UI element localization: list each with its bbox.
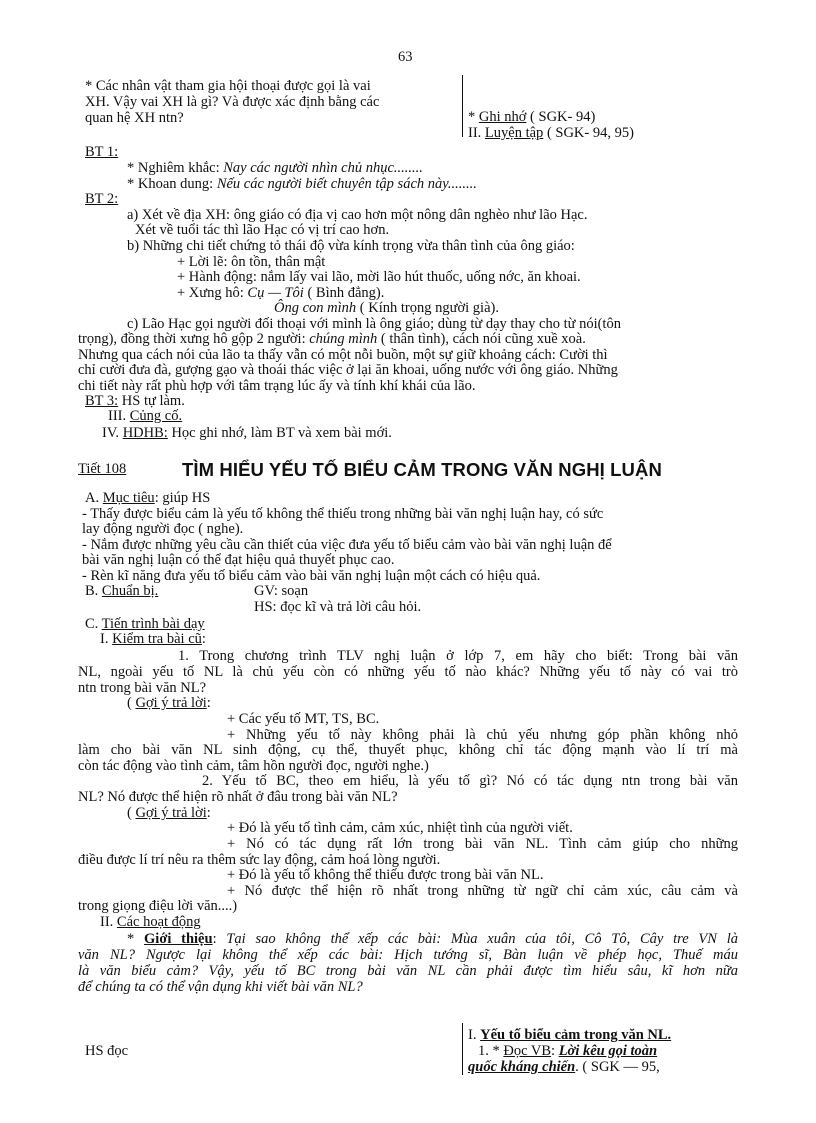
luyen-tap-num: II. <box>468 125 485 141</box>
chuan-bi-num: B. <box>85 583 102 599</box>
bt2-b-line-5 <box>274 300 499 316</box>
bt1-line-1 <box>127 160 423 176</box>
doc-vb-ref: . ( SGK — 95, <box>575 1059 660 1075</box>
bt2-b-line-1: b) Những chi tiết chứng tỏ thái độ vừa kính trọng vừa thân tình của ông giáo: <box>127 238 575 254</box>
hdhb-text: Học ghi nhớ, làm BT và xem bài mới. <box>167 425 392 441</box>
lesson-number: Tiết 108 <box>78 461 127 477</box>
bt2-c-line-2 <box>78 331 586 347</box>
muc-tieu-2-line-2: bài văn nghị luận có thể đạt hiệu quả thuyết phục cao. <box>82 552 395 568</box>
answer-2-line-2: + Nó có tác dụng rất lớn trong bài văn NL. Tình cảm giúp cho những <box>227 836 738 852</box>
gioi-thieu-star: * <box>127 931 145 947</box>
doc-vb-title-1: Lời kêu gọi toàn <box>558 1043 658 1059</box>
bt2-c-line-4: chỉ cười đưa đà, gượng gạo và thoái thác việc ở lại ăn khoai, uống nước với ông giáo. Những <box>78 362 618 378</box>
chuan-bi-hs: HS: đọc kĩ và trả lời câu hỏi. <box>254 599 422 615</box>
muc-tieu-2-line-1: - Nắm được những yêu cầu cần thiết của việc đưa yếu tố biểu cảm vào bài văn nghị luận để <box>82 537 612 553</box>
bt2-c-line-5: chi tiết này rất phù hợp với tâm trạng lúc ấy và tính khí khái của lão. <box>78 378 476 394</box>
bt2-c-line-1: c) Lão Hạc gọi người đối thoại với mình là ông giáo; dùng từ dạy thay cho từ nói(tôn <box>127 316 621 332</box>
gioi-thieu-line-3: là văn biểu cảm? Vậy, yếu tố BC trong bài văn NL cần phải được tìm hiểu sâu, kĩ hơn nữa <box>78 963 738 979</box>
kiem-tra-num: I. <box>100 631 113 647</box>
goi-y-2-label: Gợi ý trả lời <box>135 805 207 821</box>
bt1-label: BT 1: <box>85 144 119 160</box>
doc-vb-prefix: 1. * <box>478 1043 504 1059</box>
cung-co-label: Củng cố. <box>129 408 183 424</box>
hoat-dong-heading <box>100 914 201 930</box>
chuan-bi-gv: GV: soạn <box>254 583 309 599</box>
luyen-tap-ref: ( SGK- 94, 95) <box>543 125 634 141</box>
bt2-a-line-2: Xét về tuổi tác thì lão Hạc có vị trí cao hơn. <box>135 222 390 238</box>
bt2-c2-quote: chúng mình <box>309 331 378 347</box>
doc-vb-colon: : <box>551 1043 559 1059</box>
hdhb-num: IV. <box>102 425 123 441</box>
answer-2-line-5: + Nó được thể hiện rõ nhất trong những từ ngữ chỉ cảm xúc, câu cảm và <box>227 883 738 899</box>
tien-trinh-label: Tiến trình bài dạy <box>101 616 205 632</box>
yeu-to-label: Yếu tố biểu cảm trong văn NL. <box>480 1027 672 1043</box>
question-1-line-2: NL, ngoài yếu tố NL là chủ yếu còn có những yếu tố nào khác? Những yếu tố này có vai trò <box>78 664 738 680</box>
gioi-thieu-line-4: để chúng ta có thể vận dụng khi viết bài văn NL? <box>78 979 363 995</box>
kiem-tra-heading <box>100 631 206 647</box>
yeu-to-num: I. <box>468 1027 481 1043</box>
muc-tieu-1-line-2: lay động người đọc ( nghe). <box>82 521 244 537</box>
lesson-title: TÌM HIỂU YẾU TỐ BIỂU CẢM TRONG VĂN NGHỊ LUẬN <box>182 459 662 480</box>
yeu-to-heading <box>468 1027 671 1043</box>
bt2-b-line-3: + Hành động: nắm lấy vai lão, mời lão hút thuốc, uống nớc, ăn khoai. <box>177 269 581 285</box>
answer-1-line-3: làm cho bài văn NL sinh động, cụ thể, thuyết phục, không chỉ tác động mạnh vào lí trí mà <box>78 742 738 758</box>
goi-y-2-heading <box>127 805 211 821</box>
hoat-dong-label: Các hoạt động <box>116 914 201 930</box>
answer-2-line-6: trong giọng điệu lời văn....) <box>78 898 238 914</box>
bt1-l1-quote: Nay các người nhìn chủ nhục........ <box>223 160 423 176</box>
bt3-label: BT 3: <box>85 393 119 409</box>
gioi-thieu-label: Giới thiệu <box>144 931 213 947</box>
bt2-b4-quote: Cụ — Tôi <box>247 285 304 301</box>
doc-vb-line-1 <box>478 1043 657 1059</box>
gioi-thieu-text-1: Tại sao không thể xếp các bài: Mùa xuân của tôi, Cô Tô, Cây tre VN là <box>226 931 738 947</box>
chuan-bi-heading <box>85 583 158 599</box>
bt3-text: HS tự làm. <box>118 393 185 409</box>
hdhb-label: HDHB: <box>122 425 168 441</box>
bt2-b4-prefix: + Xưng hô: <box>177 285 248 301</box>
kiem-tra-colon: : <box>201 631 206 647</box>
question-line-2: XH. Vậy vai XH là gì? Và được xác định bằng các <box>85 94 380 110</box>
luyen-tap-label: Luyện tập <box>484 125 544 141</box>
bt2-label: BT 2: <box>85 191 119 207</box>
bt2-c2-prefix: trọng), đồng thời xưng hô gộp 2 người: <box>78 331 310 347</box>
answer-1-line-2: + Những yếu tố này không phải là chủ yếu nhưng góp phần không nhỏ <box>227 727 738 743</box>
question-2-line-1: 2. Yếu tố BC, theo em hiểu, là yếu tố gì? Nó có tác dụng ntn trong bài văn <box>202 773 738 789</box>
muc-tieu-label: Mục tiêu <box>102 490 155 506</box>
column-divider-top <box>462 75 463 137</box>
kiem-tra-label: Kiểm tra bài cũ <box>112 631 202 647</box>
hs-doc: HS đọc <box>85 1043 129 1059</box>
tien-trinh-num: C. <box>85 616 102 632</box>
bt2-a-line-1: a) Xét về địa XH: ông giáo có địa vị cao hơn một nông dân nghèo như lão Hạc. <box>127 207 588 223</box>
doc-vb-line-2 <box>468 1059 660 1075</box>
hdhb-line <box>102 425 392 441</box>
answer-2-line-3: điều được lí trí nêu ra thêm sức lay động, cảm hoá lòng người. <box>78 852 441 868</box>
bt2-b4-rest: ( Bình đẳng). <box>303 285 385 301</box>
ghi-nho-star: * <box>468 109 479 125</box>
goi-y-2-open: ( <box>127 805 136 821</box>
bt1-line-2 <box>127 176 477 192</box>
ghi-nho-ref: ( SGK- 94) <box>526 109 596 125</box>
bt3-line <box>85 393 185 409</box>
cung-co-num: III. <box>108 408 130 424</box>
bt2-b-line-2: + Lời lẽ: ôn tồn, thân mật <box>177 254 326 270</box>
bt2-b5-quote: Ông con mình <box>274 300 357 316</box>
ghi-nho-line <box>468 109 595 125</box>
bt1-l1-prefix: * Nghiêm khắc: <box>127 160 224 176</box>
question-line-1: * Các nhân vật tham gia hội thoại được gọi là vai <box>85 78 371 94</box>
page-number: 63 <box>398 49 413 65</box>
chuan-bi-label: Chuẩn bị. <box>101 583 159 599</box>
bt2-c-line-3: Nhưng qua cách nói của lão ta thấy vẫn có một nỗi buồn, một sự giữ khoảng cách: Cười thì <box>78 347 608 363</box>
ghi-nho-label: Ghi nhớ <box>478 109 527 125</box>
gioi-thieu-line-1 <box>127 931 738 947</box>
muc-tieu-3: - Rèn kĩ năng đưa yếu tố biểu cảm vào bài văn nghị luận một cách có hiệu quả. <box>82 568 541 584</box>
question-2-line-2: NL? Nó được thể hiện rõ nhất ở đâu trong bài văn NL? <box>78 789 398 805</box>
bt1-l2-quote: Nếu các người biết chuyên tập sách này........ <box>216 176 477 192</box>
gioi-thieu-line-2: văn NL? Ngược lại không thể xếp các bài: Hịch tướng sĩ, Bàn luận về phép học, Thuế máu <box>78 947 738 963</box>
question-line-3: quan hệ XH ntn? <box>85 110 184 126</box>
bt2-b-line-4 <box>177 285 384 301</box>
muc-tieu-rest: : giúp HS <box>154 490 211 506</box>
muc-tieu-heading <box>85 490 210 506</box>
muc-tieu-num: A. <box>85 490 103 506</box>
question-1-line-3: ntn trong bài văn NL? <box>78 680 207 696</box>
bt2-b5-rest: ( Kính trọng người già). <box>356 300 499 316</box>
tien-trinh-heading <box>85 616 205 632</box>
goi-y-1-colon: : <box>206 695 211 711</box>
answer-2-line-4: + Đó là yếu tố không thể thiếu được trong bài văn NL. <box>227 867 544 883</box>
hoat-dong-num: II. <box>100 914 117 930</box>
bt1-l2-prefix: * Khoan dung: <box>127 176 217 192</box>
goi-y-1-open: ( <box>127 695 136 711</box>
muc-tieu-1-line-1: - Thấy được biểu cảm là yếu tố không thể thiếu trong những bài văn nghị luận hay, có sức <box>82 506 604 522</box>
doc-vb-title-2: quốc kháng chiến <box>468 1059 576 1075</box>
luyen-tap-line <box>468 125 634 141</box>
question-1-line-1: 1. Trong chương trình TLV nghị luận ở lớp 7, em hãy cho biết: Trong bài văn <box>178 648 738 664</box>
goi-y-1-heading <box>127 695 211 711</box>
gioi-thieu-colon: : <box>212 931 227 947</box>
goi-y-1-label: Gợi ý trả lời <box>135 695 207 711</box>
answer-1-line-1: + Các yếu tố MT, TS, BC. <box>227 711 380 727</box>
cung-co-line <box>108 408 182 424</box>
goi-y-2-colon: : <box>206 805 211 821</box>
doc-vb-label: Đọc VB <box>503 1043 552 1059</box>
column-divider-bottom <box>462 1023 463 1075</box>
answer-2-line-1: + Đó là yếu tố tình cảm, cảm xúc, nhiệt tình của người viết. <box>227 820 573 836</box>
bt2-c2-rest: ( thân tình), cách nói cũng xuề xoà. <box>377 331 586 347</box>
answer-1-line-4: còn tác động vào tình cảm, tâm hồn người đọc, người nghe.) <box>78 758 429 774</box>
